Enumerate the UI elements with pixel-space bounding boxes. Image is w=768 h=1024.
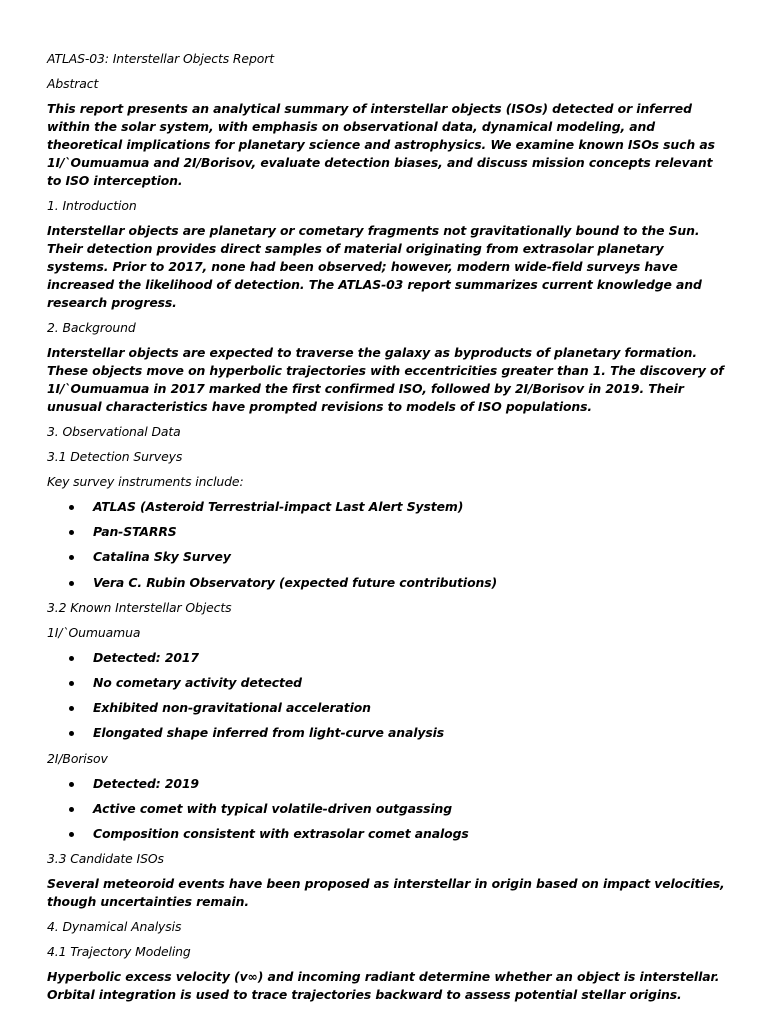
oumuamua-list — [47, 649, 725, 743]
list-item-text: No cometary activity detected — [93, 674, 302, 690]
detection-surveys-heading: 3.1 Detection Surveys — [47, 449, 183, 464]
bullet-icon — [69, 706, 74, 711]
borisov-list — [47, 775, 725, 843]
list-item-text: Vera C. Rubin Observatory (expected future contributions) — [93, 574, 498, 590]
introduction-heading: 1. Introduction — [47, 198, 137, 213]
list-item — [47, 775, 725, 793]
candidate-isos-paragraph: Several meteoroid events have been proposed as interstellar in origin based on impact velocities, though uncertainties remain. — [47, 876, 725, 910]
dynamical-analysis-heading: 4. Dynamical Analysis — [47, 919, 182, 935]
abstract-heading: Abstract — [47, 76, 99, 91]
list-item — [47, 548, 725, 566]
surveys-list — [47, 498, 725, 592]
bullet-icon — [69, 581, 74, 586]
background-heading: 2. Background — [47, 320, 136, 335]
bullet-icon — [69, 656, 74, 661]
bullet-icon — [69, 530, 74, 535]
list-item — [47, 649, 725, 667]
bullet-icon — [69, 555, 74, 560]
list-item-text: Detected: 2017 — [93, 649, 199, 665]
trajectory-modeling-paragraph: Hyperbolic excess velocity (v∞) and incoming radiant determine whether an object is interstellar. Orbital integration is used to trace trajectories backward to assess potential stellar origins. — [47, 969, 720, 1003]
bullet-icon — [69, 681, 74, 686]
list-item — [47, 574, 725, 592]
list-item-text: Detected: 2019 — [93, 775, 199, 791]
list-item — [47, 800, 725, 818]
trajectory-modeling-heading: 4.1 Trajectory Modeling — [47, 944, 191, 960]
bullet-icon — [69, 832, 74, 837]
list-item — [47, 699, 725, 717]
list-item-text: Active comet with typical volatile-driven outgassing — [93, 800, 453, 816]
bullet-icon — [69, 807, 74, 812]
background-paragraph: Interstellar objects are expected to traverse the galaxy as byproducts of planetary formation. These objects move on hyperbolic trajectories with eccentricities greater than 1. The discovery of 1I/`Oumuamua in 2017 marked the first confirmed ISO, followed by 2I/Borisov in 2019. Their unusual characteristics have prompted revisions to models of ISO populations. — [47, 345, 724, 414]
document-page — [47, 50, 725, 1011]
list-item — [47, 523, 725, 541]
list-item-text: ATLAS (Asteroid Terrestrial-impact Last Alert System) — [93, 499, 464, 514]
introduction-paragraph: Interstellar objects are planetary or cometary fragments not gravitationally bound to the Sun. Their detection provides direct samples of material originating from extrasolar planetary systems. Prior to 2017, none had been observed; however, modern wide-field surveys have increased the likelihood of detection. The ATLAS-03 report summarizes current knowledge and research progress. — [47, 223, 702, 310]
list-item — [47, 724, 725, 742]
observational-data-heading: 3. Observational Data — [47, 424, 181, 439]
candidate-isos-heading: 3.3 Candidate ISOs — [47, 851, 164, 867]
borisov-heading: 2I/Borisov — [47, 750, 108, 766]
abstract-paragraph: This report presents an analytical summary of interstellar objects (ISOs) detected or inferred within the solar system, with emphasis on observational data, dynamical modeling, and theoretical implications for planetary science and astrophysics. We examine known ISOs such as 1I/`Oumuamua and 2I/Borisov, evaluate detection biases, and discuss mission concepts relevant to ISO interception. — [47, 101, 715, 188]
list-item-text: Composition consistent with extrasolar comet analogs — [93, 825, 469, 841]
bullet-icon — [69, 782, 74, 787]
bullet-icon — [69, 505, 74, 510]
bullet-icon — [69, 731, 74, 736]
list-item — [47, 674, 725, 692]
list-item-text: Catalina Sky Survey — [93, 549, 231, 565]
surveys-intro: Key survey instruments include: — [47, 474, 244, 489]
oumuamua-heading: 1I/`Oumuamua — [47, 624, 141, 640]
document-title: ATLAS-03: Interstellar Objects Report — [47, 51, 274, 66]
list-item-text: Exhibited non-gravitational acceleration — [93, 700, 371, 716]
list-item — [47, 498, 725, 516]
list-item-text: Pan-STARRS — [93, 524, 177, 540]
list-item — [47, 825, 725, 843]
known-isos-heading: 3.2 Known Interstellar Objects — [47, 599, 232, 615]
list-item-text: Elongated shape inferred from light-curve analysis — [93, 725, 445, 741]
